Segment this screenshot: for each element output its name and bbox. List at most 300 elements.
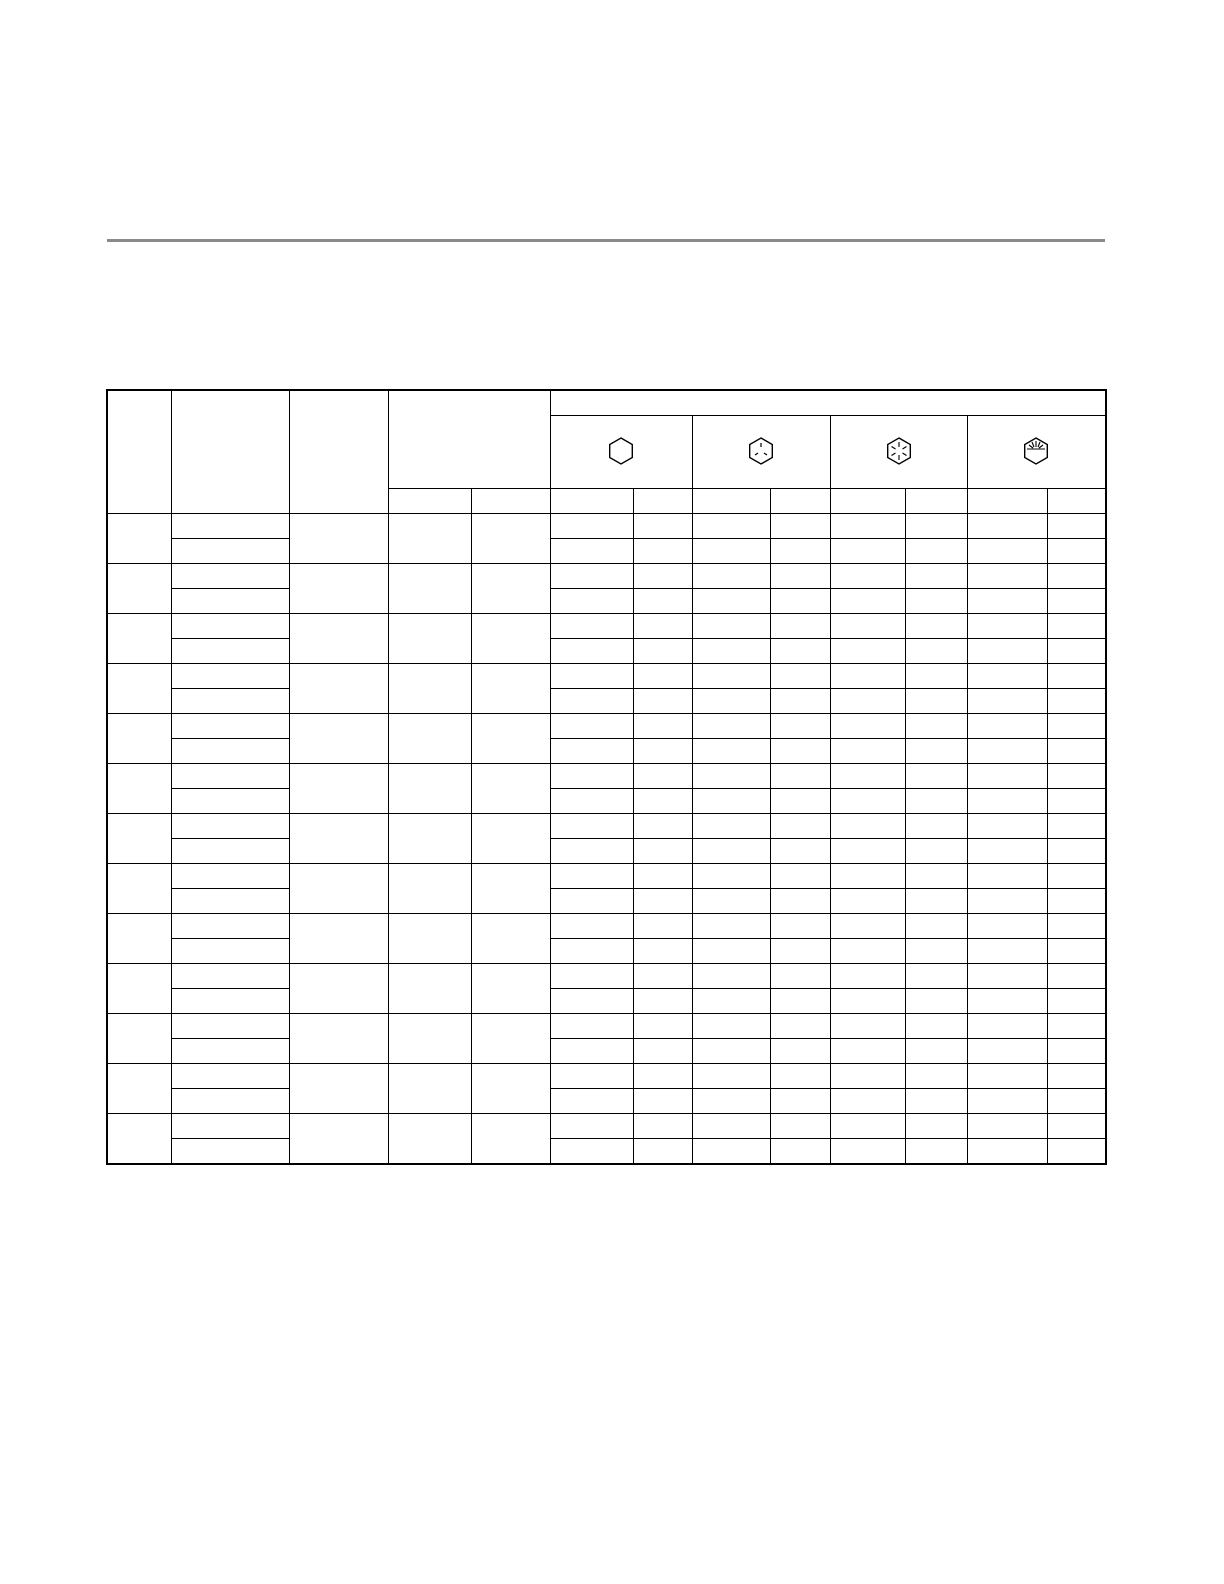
table-cell	[905, 714, 967, 739]
table-cell	[770, 939, 830, 964]
table-cell	[1047, 914, 1106, 939]
table-cell	[692, 739, 770, 764]
hexagon-three-spoke-icon	[746, 436, 776, 466]
table-cell	[692, 989, 770, 1014]
table-cell	[471, 1014, 550, 1064]
table-cell	[770, 764, 830, 789]
table-cell	[171, 664, 289, 689]
table-cell	[289, 614, 388, 664]
table-cell	[471, 564, 550, 614]
table-cell	[830, 914, 905, 939]
header-cell	[107, 390, 171, 514]
table-cell	[967, 814, 1047, 839]
table-cell	[692, 814, 770, 839]
table-cell	[633, 864, 692, 889]
table-cell	[171, 914, 289, 939]
table-cell	[967, 614, 1047, 639]
table-cell	[830, 539, 905, 564]
table-cell	[905, 964, 967, 989]
table-cell	[770, 839, 830, 864]
table-cell	[692, 714, 770, 739]
table-cell	[550, 1139, 633, 1165]
table-cell	[967, 914, 1047, 939]
table-cell	[171, 764, 289, 789]
table-row	[107, 964, 1106, 989]
table-cell	[171, 639, 289, 664]
table-cell	[967, 989, 1047, 1014]
table-cell	[967, 764, 1047, 789]
icon-header-cell	[550, 416, 692, 489]
table-cell	[830, 589, 905, 614]
table-cell	[171, 689, 289, 714]
table-cell	[633, 964, 692, 989]
table-cell	[550, 914, 633, 939]
table-row	[107, 714, 1106, 739]
icon-header-cell	[830, 416, 967, 489]
table-cell	[289, 814, 388, 864]
table-cell	[905, 789, 967, 814]
table-cell	[171, 1139, 289, 1165]
table-cell	[830, 864, 905, 889]
table-cell	[830, 939, 905, 964]
table-cell	[830, 614, 905, 639]
table-cell	[107, 1114, 171, 1165]
table-cell	[550, 1114, 633, 1139]
table-cell	[692, 1114, 770, 1139]
table-row	[107, 1014, 1106, 1039]
table-cell	[633, 764, 692, 789]
header-cell	[388, 489, 471, 514]
header-cell	[633, 489, 692, 514]
table-cell	[171, 1089, 289, 1114]
table-cell	[471, 864, 550, 914]
table-cell	[633, 989, 692, 1014]
table-cell	[633, 914, 692, 939]
table-cell	[830, 664, 905, 689]
table-cell	[692, 1039, 770, 1064]
header-cell	[770, 489, 830, 514]
table-cell	[1047, 714, 1106, 739]
table-cell	[770, 639, 830, 664]
table-cell	[967, 1139, 1047, 1165]
header-rule	[107, 239, 1105, 242]
table-row	[107, 639, 1106, 664]
table-cell	[289, 1014, 388, 1064]
table-cell	[905, 1139, 967, 1165]
table-cell	[905, 989, 967, 1014]
table-cell	[770, 1039, 830, 1064]
table-cell	[633, 1064, 692, 1089]
table-row	[107, 539, 1106, 564]
table-cell	[171, 514, 289, 539]
data-table	[106, 389, 1107, 1165]
table-cell	[388, 1014, 471, 1064]
table-cell	[692, 614, 770, 639]
table-cell	[967, 1089, 1047, 1114]
table-cell	[171, 964, 289, 989]
table-cell	[171, 939, 289, 964]
table-cell	[388, 964, 471, 1014]
table-cell	[171, 1064, 289, 1089]
table-cell	[633, 839, 692, 864]
table-row	[107, 1114, 1106, 1139]
table-cell	[107, 814, 171, 864]
table-cell	[830, 964, 905, 989]
table-row	[107, 689, 1106, 714]
table-cell	[550, 664, 633, 689]
table-cell	[107, 914, 171, 964]
table-cell	[107, 514, 171, 564]
table-cell	[967, 1114, 1047, 1139]
table-cell	[967, 889, 1047, 914]
table-cell	[830, 1014, 905, 1039]
table-cell	[633, 664, 692, 689]
table-cell	[830, 739, 905, 764]
table-cell	[633, 639, 692, 664]
table-cell	[967, 789, 1047, 814]
table-row	[107, 764, 1106, 789]
table-cell	[388, 864, 471, 914]
table-cell	[692, 1139, 770, 1165]
table-cell	[692, 1089, 770, 1114]
table-cell	[830, 814, 905, 839]
table-cell	[550, 589, 633, 614]
table-cell	[905, 814, 967, 839]
table-cell	[550, 539, 633, 564]
table-cell	[171, 614, 289, 639]
table-row	[107, 614, 1106, 639]
table-cell	[1047, 839, 1106, 864]
table-cell	[830, 514, 905, 539]
table-cell	[967, 639, 1047, 664]
table-cell	[550, 939, 633, 964]
table-cell	[967, 539, 1047, 564]
table-cell	[171, 1114, 289, 1139]
table-cell	[905, 664, 967, 689]
table-cell	[1047, 989, 1106, 1014]
table-cell	[905, 564, 967, 589]
table-cell	[770, 789, 830, 814]
table-cell	[770, 1014, 830, 1039]
table-cell	[171, 1014, 289, 1039]
table-cell	[905, 1114, 967, 1139]
table-cell	[770, 689, 830, 714]
table-cell	[388, 714, 471, 764]
table-cell	[905, 589, 967, 614]
table-cell	[967, 589, 1047, 614]
table-cell	[830, 989, 905, 1014]
table-cell	[967, 1064, 1047, 1089]
table-cell	[1047, 889, 1106, 914]
table-cell	[692, 764, 770, 789]
table-cell	[550, 564, 633, 589]
table-row	[107, 589, 1106, 614]
table-cell	[633, 1139, 692, 1165]
table-cell	[692, 564, 770, 589]
table-cell	[1047, 539, 1106, 564]
header-cell	[388, 390, 550, 489]
table-cell	[107, 764, 171, 814]
table-cell	[905, 1014, 967, 1039]
table-cell	[905, 639, 967, 664]
table-row	[107, 514, 1106, 539]
table-cell	[692, 864, 770, 889]
table-cell	[830, 689, 905, 714]
table-cell	[289, 564, 388, 614]
table-cell	[967, 739, 1047, 764]
table-cell	[550, 764, 633, 789]
table-cell	[550, 639, 633, 664]
table-cell	[550, 514, 633, 539]
table-cell	[1047, 514, 1106, 539]
table-cell	[107, 864, 171, 914]
table-cell	[967, 714, 1047, 739]
table-cell	[550, 1064, 633, 1089]
table-cell	[830, 1039, 905, 1064]
table-cell	[905, 864, 967, 889]
table-cell	[1047, 614, 1106, 639]
table-cell	[471, 714, 550, 764]
table-cell	[171, 989, 289, 1014]
table-cell	[905, 914, 967, 939]
table-cell	[967, 964, 1047, 989]
table-cell	[289, 764, 388, 814]
table-cell	[633, 1039, 692, 1064]
table-row	[107, 839, 1106, 864]
table-cell	[1047, 864, 1106, 889]
table-row	[107, 739, 1106, 764]
header-cell	[171, 390, 289, 514]
table-cell	[1047, 789, 1106, 814]
table-cell	[550, 614, 633, 639]
table-cell	[633, 589, 692, 614]
table-cell	[770, 514, 830, 539]
header-cell	[692, 489, 770, 514]
table-cell	[905, 839, 967, 864]
table-cell	[471, 764, 550, 814]
table-cell	[471, 1114, 550, 1165]
table-cell	[289, 1114, 388, 1165]
table-cell	[289, 514, 388, 564]
header-row-top	[107, 390, 1106, 416]
table-cell	[289, 864, 388, 914]
table-row	[107, 1139, 1106, 1165]
table-cell	[692, 539, 770, 564]
table-cell	[692, 639, 770, 664]
table-cell	[770, 864, 830, 889]
table-row	[107, 1064, 1106, 1089]
table-cell	[550, 1089, 633, 1114]
table-cell	[770, 664, 830, 689]
table-cell	[692, 789, 770, 814]
table-cell	[633, 889, 692, 914]
table-row	[107, 564, 1106, 589]
table-cell	[1047, 1114, 1106, 1139]
group-header-cell	[550, 390, 1106, 416]
table-cell	[692, 1064, 770, 1089]
table-cell	[633, 614, 692, 639]
table-cell	[633, 814, 692, 839]
table-cell	[1047, 1014, 1106, 1039]
table-cell	[770, 1089, 830, 1114]
table-cell	[692, 839, 770, 864]
table-cell	[967, 839, 1047, 864]
header-cell	[830, 489, 905, 514]
table-cell	[1047, 739, 1106, 764]
table-cell	[633, 739, 692, 764]
table-cell	[830, 839, 905, 864]
table-cell	[471, 814, 550, 864]
table-cell	[770, 739, 830, 764]
table-cell	[633, 1114, 692, 1139]
table-cell	[830, 714, 905, 739]
table-cell	[471, 1064, 550, 1114]
table-cell	[633, 714, 692, 739]
table-cell	[905, 764, 967, 789]
table-row	[107, 664, 1106, 689]
table-cell	[388, 914, 471, 964]
table-cell	[633, 564, 692, 589]
table-cell	[388, 514, 471, 564]
table-cell	[905, 1089, 967, 1114]
table-cell	[1047, 564, 1106, 589]
table-cell	[905, 889, 967, 914]
table-cell	[289, 664, 388, 714]
table-cell	[692, 664, 770, 689]
table-cell	[1047, 639, 1106, 664]
table-cell	[289, 1064, 388, 1114]
table-cell	[830, 1114, 905, 1139]
table-cell	[550, 864, 633, 889]
table-cell	[830, 1089, 905, 1114]
table-cell	[770, 964, 830, 989]
header-cell	[1047, 489, 1106, 514]
table-cell	[770, 914, 830, 939]
table-cell	[171, 589, 289, 614]
table-cell	[388, 664, 471, 714]
table-cell	[830, 889, 905, 914]
table-cell	[967, 939, 1047, 964]
table-cell	[692, 914, 770, 939]
table-cell	[471, 664, 550, 714]
table-cell	[550, 689, 633, 714]
hexagon-plain-icon	[606, 436, 636, 466]
table-cell	[830, 789, 905, 814]
table-cell	[770, 814, 830, 839]
table-cell	[830, 1064, 905, 1089]
table-cell	[770, 889, 830, 914]
table-cell	[107, 664, 171, 714]
table-cell	[550, 989, 633, 1014]
table-cell	[967, 1014, 1047, 1039]
table-cell	[471, 614, 550, 664]
table-row	[107, 789, 1106, 814]
table-cell	[388, 614, 471, 664]
table-cell	[770, 539, 830, 564]
table-cell	[770, 1114, 830, 1139]
table-cell	[107, 614, 171, 664]
table-cell	[905, 539, 967, 564]
table-cell	[550, 839, 633, 864]
table-cell	[770, 989, 830, 1014]
table-cell	[550, 739, 633, 764]
table-cell	[830, 639, 905, 664]
table-cell	[550, 889, 633, 914]
table-cell	[830, 1139, 905, 1165]
table-cell	[905, 1039, 967, 1064]
table-cell	[770, 1064, 830, 1089]
table-cell	[830, 764, 905, 789]
table-cell	[905, 739, 967, 764]
table-cell	[692, 689, 770, 714]
table-cell	[388, 564, 471, 614]
table-row	[107, 989, 1106, 1014]
table-cell	[471, 914, 550, 964]
table-cell	[171, 839, 289, 864]
header-cell	[905, 489, 967, 514]
table-cell	[770, 614, 830, 639]
header-cell	[471, 489, 550, 514]
table-cell	[171, 889, 289, 914]
table-cell	[633, 514, 692, 539]
table-cell	[171, 1039, 289, 1064]
table-cell	[388, 1064, 471, 1114]
table-cell	[905, 939, 967, 964]
table-cell	[905, 614, 967, 639]
icon-header-cell	[967, 416, 1106, 489]
table-cell	[770, 714, 830, 739]
table-cell	[171, 739, 289, 764]
header-cell	[967, 489, 1047, 514]
table-cell	[1047, 664, 1106, 689]
table-cell	[967, 514, 1047, 539]
table-cell	[1047, 689, 1106, 714]
table-cell	[107, 1014, 171, 1064]
table-cell	[1047, 814, 1106, 839]
table-cell	[171, 864, 289, 889]
table-cell	[692, 964, 770, 989]
table-cell	[633, 689, 692, 714]
table-cell	[550, 814, 633, 839]
table-cell	[692, 514, 770, 539]
icon-header-cell	[692, 416, 830, 489]
table-cell	[770, 1139, 830, 1165]
table-cell	[471, 514, 550, 564]
table-cell	[1047, 1139, 1106, 1165]
table-cell	[967, 664, 1047, 689]
table-cell	[633, 1014, 692, 1039]
table-cell	[1047, 1064, 1106, 1089]
table-cell	[1047, 589, 1106, 614]
table-cell	[692, 939, 770, 964]
table-cell	[171, 714, 289, 739]
table-cell	[1047, 1089, 1106, 1114]
table-cell	[1047, 764, 1106, 789]
table-cell	[289, 914, 388, 964]
table-cell	[107, 714, 171, 764]
table-cell	[550, 789, 633, 814]
table-row	[107, 939, 1106, 964]
table-cell	[107, 564, 171, 614]
table-cell	[1047, 939, 1106, 964]
table-cell	[1047, 964, 1106, 989]
table-cell	[967, 689, 1047, 714]
table-cell	[692, 889, 770, 914]
table-cell	[171, 564, 289, 589]
table-cell	[967, 1039, 1047, 1064]
table-row	[107, 814, 1106, 839]
table-cell	[905, 689, 967, 714]
